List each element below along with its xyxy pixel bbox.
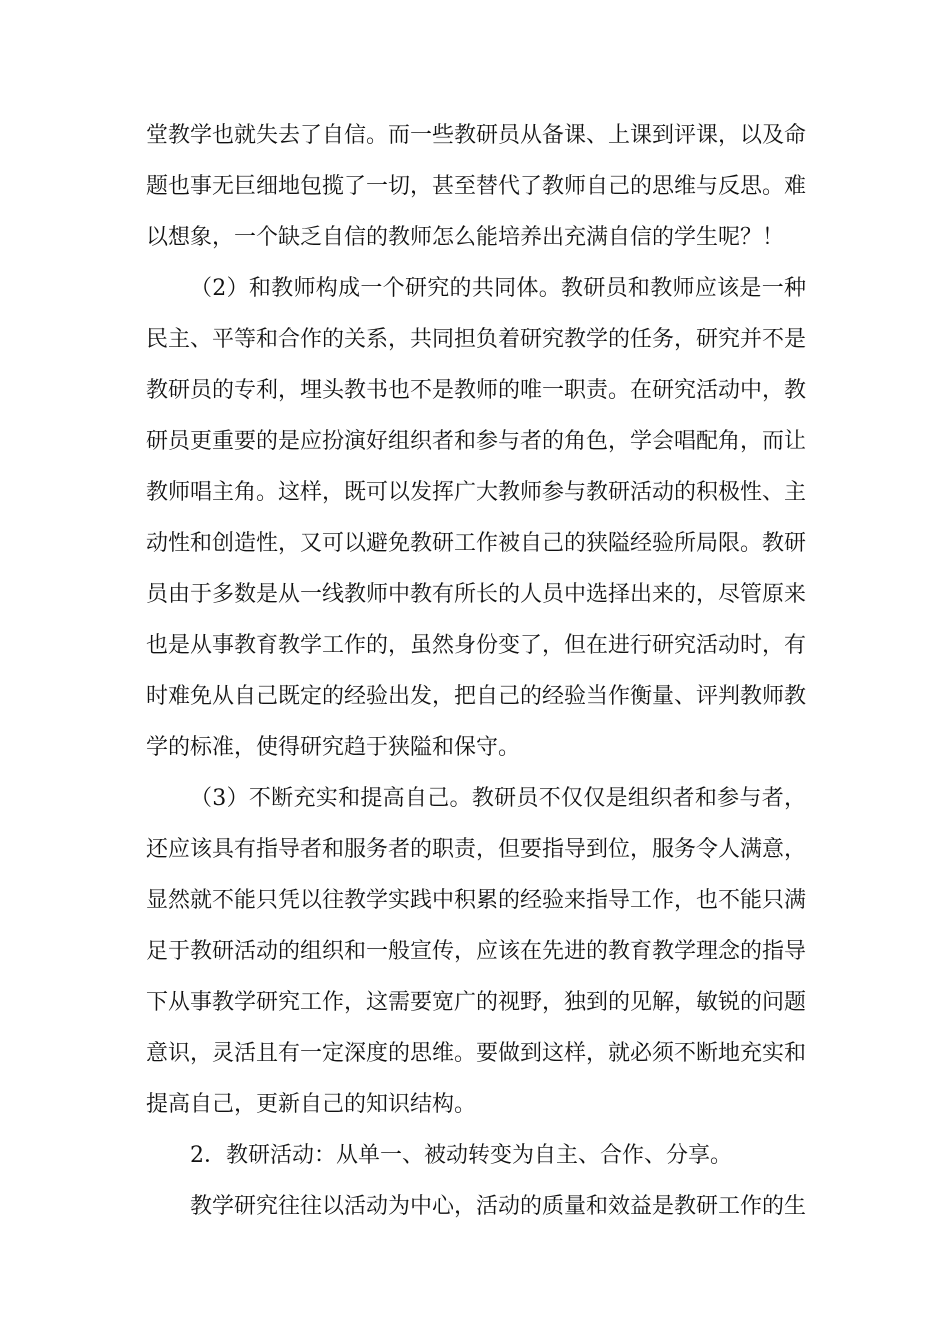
text-line: 还应该具有指导者和服务者的职责，但要指导到位，服务令人满意， [146,837,807,862]
text-line: 时难免从自己既定的经验出发，把自己的经验当作衡量、评判教师教 [146,684,807,709]
text-line: 也是从事教育教学工作的，虽然身份变了，但在进行研究活动时，有 [146,633,807,658]
text-line: 研员更重要的是应扮演好组织者和参与者的角色，学会唱配角，而让 [146,429,807,454]
text-line: 堂教学也就失去了自信。而一些教研员从备课、上课到评课，以及命 [146,123,807,148]
text-line: 以想象，一个缺乏自信的教师怎么能培养出充满自信的学生呢？！ [146,225,785,250]
text-line: 下从事教学研究工作，这需要宽广的视野，独到的见解，敏锐的问题 [146,990,807,1015]
paragraph-start-line: 教学研究往往以活动为中心，活动的质量和效益是教研工作的生 [190,1194,807,1219]
text-line: 教研员的专利，埋头教书也不是教师的唯一职责。在研究活动中，教 [146,378,807,403]
text-line: 民主、平等和合作的关系，共同担负着研究教学的任务，研究并不是 [146,327,807,352]
paragraph-start-line: （3）不断充实和提高自己。教研员不仅仅是组织者和参与者， [190,786,806,811]
text-line: 提高自己，更新自己的知识结构。 [146,1092,477,1117]
text-line: 意识，灵活且有一定深度的思维。要做到这样，就必须不断地充实和 [146,1041,807,1066]
section-heading: 2．教研活动：从单一、被动转变为自主、合作、分享。 [190,1143,732,1168]
text-line: 足于教研活动的组织和一般宣传，应该在先进的教育教学理念的指导 [146,939,807,964]
text-line: 教师唱主角。这样，既可以发挥广大教师参与教研活动的积极性、主 [146,480,807,505]
text-line: 题也事无巨细地包揽了一切，甚至替代了教师自己的思维与反思。难 [146,174,807,199]
text-line: 显然就不能只凭以往教学实践中积累的经验来指导工作，也不能只满 [146,888,807,913]
text-line: 员由于多数是从一线教师中教有所长的人员中选择出来的，尽管原来 [146,582,807,607]
text-line: 学的标准，使得研究趋于狭隘和保守。 [146,735,521,760]
text-line: 动性和创造性，又可以避免教研工作被自己的狭隘经验所局限。教研 [146,531,807,556]
paragraph-start-line: （2）和教师构成一个研究的共同体。教研员和教师应该是一种 [190,276,806,301]
